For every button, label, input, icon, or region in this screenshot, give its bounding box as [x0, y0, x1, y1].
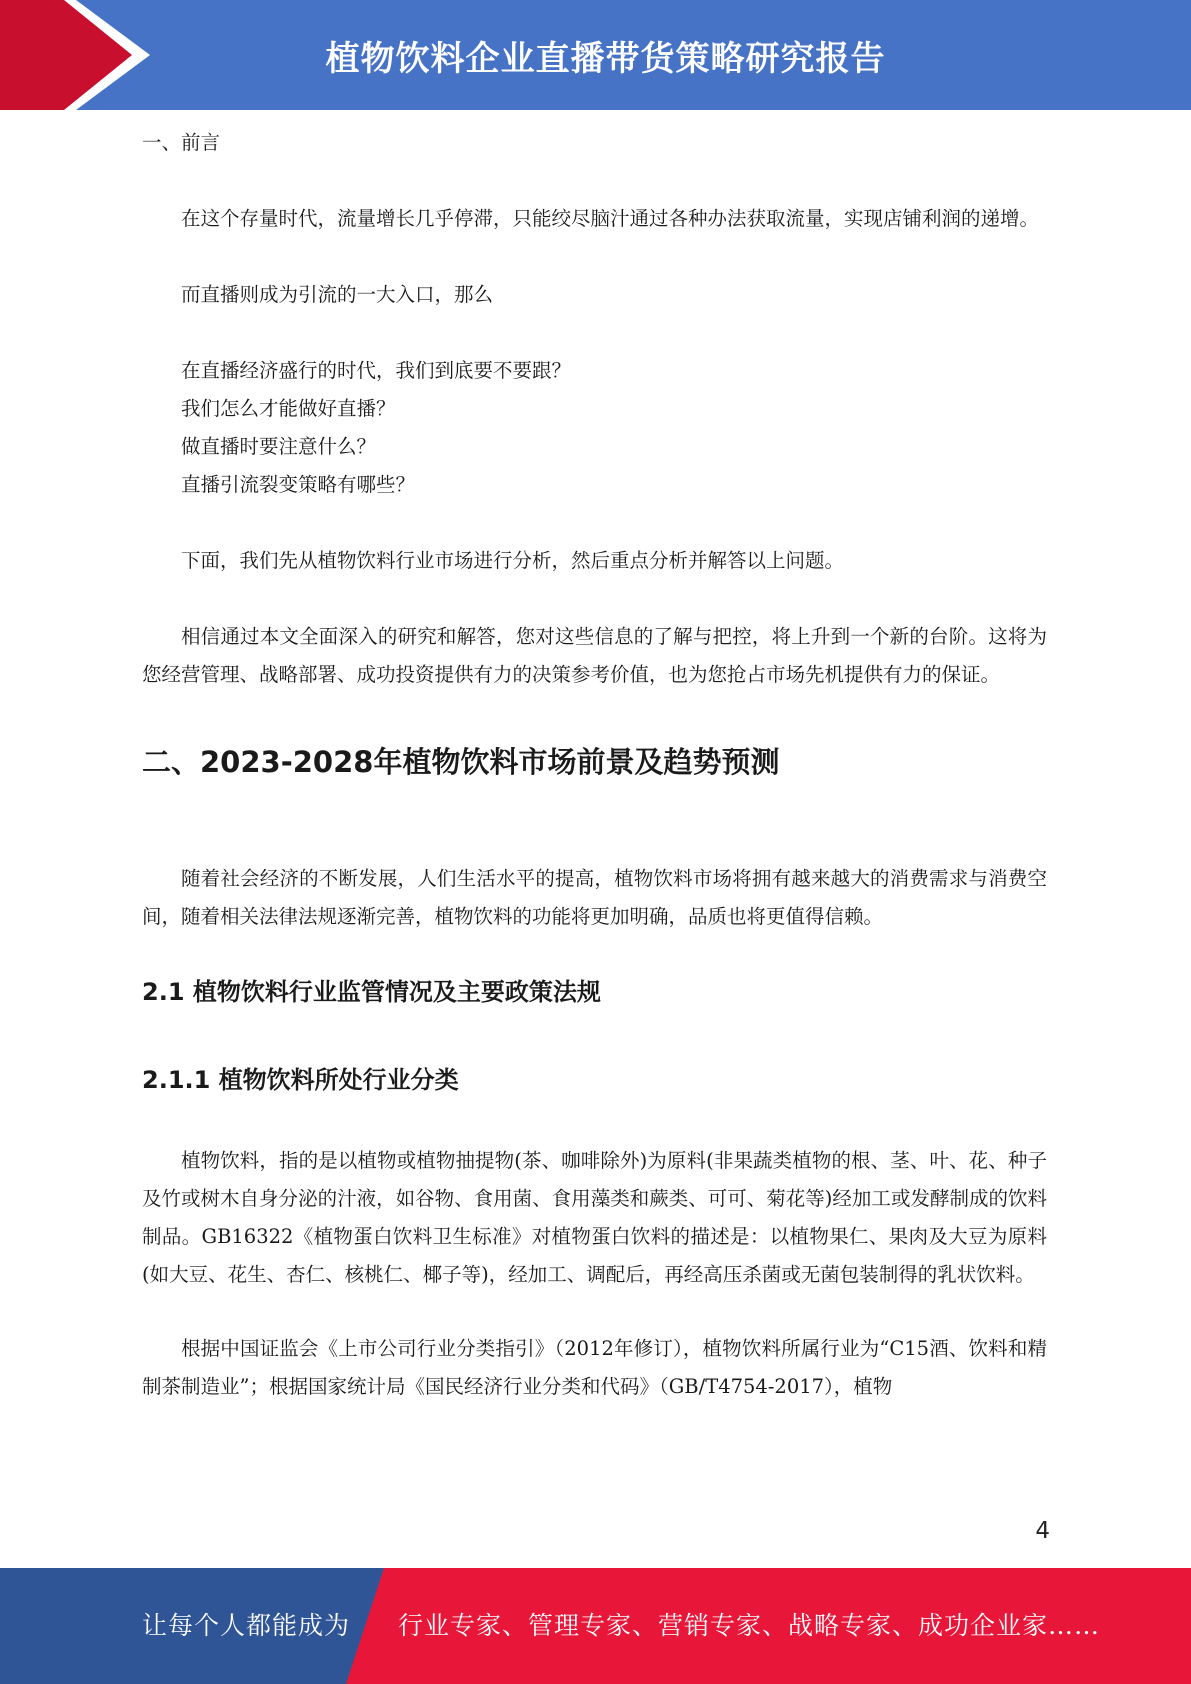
question-4: 直播引流裂变策略有哪些？	[181, 473, 416, 496]
section-2-1-1-heading: 2.1.1 植物饮料所处行业分类	[142, 1066, 459, 1094]
section-2-heading: 二、2023-2028年植物饮料市场前景及趋势预测	[142, 745, 780, 779]
paragraph-1: 在这个存量时代，流量增长几乎停滞，只能绞尽脑汁通过各种办法获取流量，实现店铺利润的递增。	[181, 207, 1040, 230]
question-2: 我们怎么才能做好直播？	[181, 397, 396, 420]
page-number: 4	[1035, 1518, 1050, 1544]
footer-slogan-left: 让每个人都能成为	[142, 1611, 351, 1640]
footer-slogan-right: 行业专家、管理专家、营销专家、战略专家、成功企业家……	[398, 1611, 1101, 1640]
question-1: 在直播经济盛行的时代，我们到底要不要跟？	[181, 359, 572, 382]
page-content	[142, 124, 1047, 1406]
header-banner	[0, 0, 1191, 110]
section-2-1-heading: 2.1 植物饮料行业监管情况及主要政策法规	[142, 978, 601, 1006]
section-1-heading: 一、前言	[142, 131, 221, 154]
paragraph-4: 相信通过本文全面深入的研究和解答，您对这些信息的了解与把控，将上升到一个新的台阶。这将为您经营管理、战略部署、成功投资提供有力的决策参考价值，也为您抢占市场先机提供有力的保证。	[142, 625, 1047, 686]
paragraph-2: 而直播则成为引流的一大入口，那么	[181, 283, 494, 306]
paragraph-5: 随着社会经济的不断发展，人们生活水平的提高，植物饮料市场将拥有越来越大的消费需求与消费空间，随着相关法律法规逐渐完善，植物饮料的功能将更加明确，品质也将更值得信赖。	[142, 867, 1047, 928]
footer-banner	[0, 1568, 1191, 1684]
report-title: 植物饮料企业直播带货策略研究报告	[325, 38, 886, 79]
paragraph-3: 下面，我们先从植物饮料行业市场进行分析，然后重点分析并解答以上问题。	[181, 549, 845, 572]
paragraph-7: 根据中国证监会《上市公司行业分类指引》（2012年修订），植物饮料所属行业为“C15酒、饮料和精制茶制造业”；根据国家统计局《国民经济行业分类和代码》（GB/T4754-2017），植物	[142, 1337, 1047, 1398]
paragraph-6: 植物饮料，指的是以植物或植物抽提物(茶、咖啡除外)为原料(非果蔬类植物的根、茎、叶、花、种子及竹或树木自身分泌的汁液，如谷物、食用菌、食用藻类和蕨类、可可、菊花等)经加工或发酵制成的饮料制品。GB16322《植物蛋白饮料卫生标准》对植物蛋白饮料的描述是：以植物果仁、果肉及大豆为原料(如大豆、花生、杏仁、核桃仁、椰子等)，经加工、调配后，再经高压杀菌或无菌包装制得的乳状饮料。	[142, 1149, 1047, 1286]
question-3: 做直播时要注意什么？	[181, 435, 377, 458]
